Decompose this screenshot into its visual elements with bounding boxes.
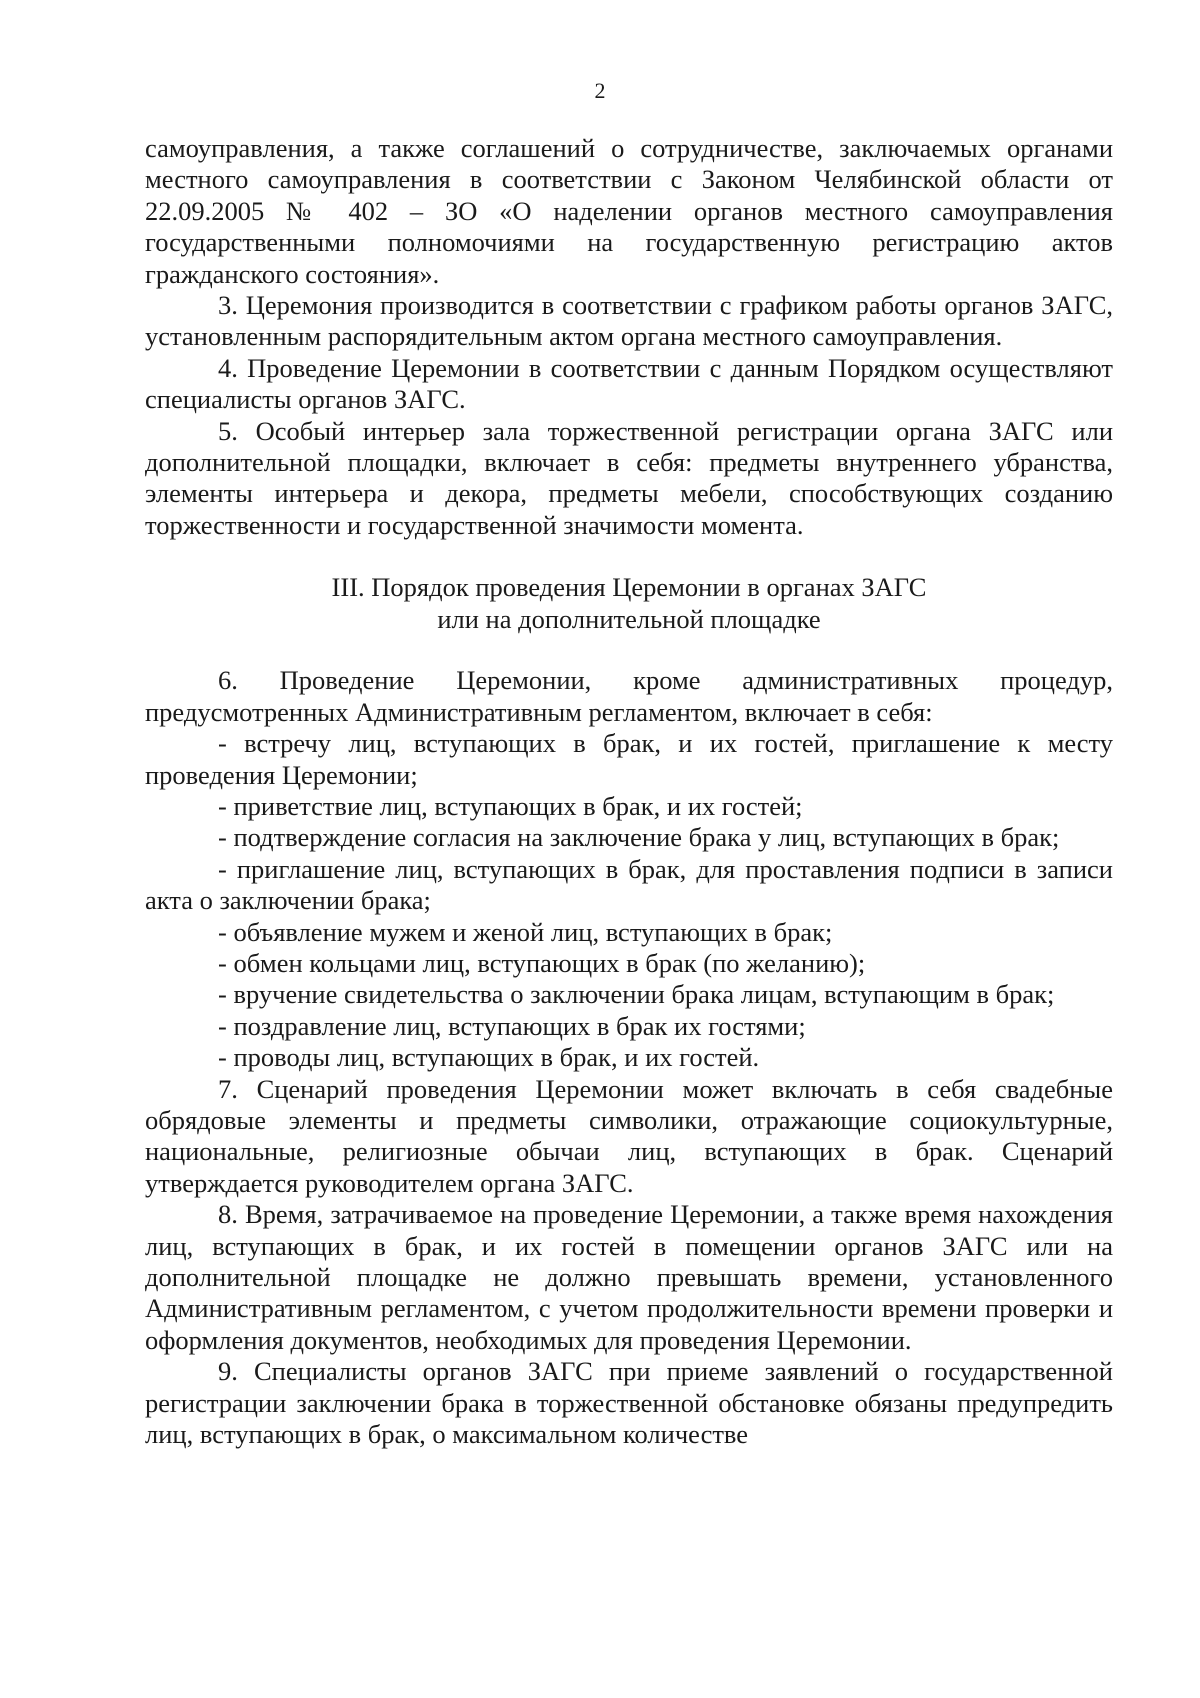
spacer	[145, 635, 1113, 665]
paragraph-7: 7. Сценарий проведения Церемонии может включать в себя свадебные обрядовые элементы и предметы символики, отражающие социокультурные, национальные, религиозные обычаи лиц, вступающих в брак. Сценарий утверждается руководителем органа ЗАГС.	[145, 1073, 1113, 1198]
paragraph-8: 8. Время, затрачиваемое на проведение Церемонии, а также время нахождения лиц, вступающих в брак, и их гостей в помещении органов ЗАГС или на дополнительной площадке не должно превышать времени, установленного Административным регламентом, с учетом продолжительности времени проверки и оформления документов, необходимых для проведения Церемонии.	[145, 1199, 1113, 1355]
list-item: - обмен кольцами лиц, вступающих в брак (по желанию);	[218, 947, 866, 978]
document-body	[145, 133, 1113, 1450]
page-number: 2	[594, 78, 606, 103]
list-item: - объявление мужем и женой лиц, вступающих в брак;	[218, 916, 833, 947]
list-item: - поздравление лиц, вступающих в брак их гостями;	[218, 1010, 806, 1041]
paragraph-continuation: самоуправления, а также соглашений о сотрудничестве, заключаемых органами местного самоуправления в соответствии с Законом Челябинской области от 22.09.2005 № 402 – ЗО «О наделении органов местного самоуправления государственными полномочиями на государственную регистрацию актов гражданского состояния».	[145, 133, 1113, 289]
paragraph-9: 9. Специалисты органов ЗАГС при приеме заявлений о государственной регистрации заключении брака в торжественной обстановке обязаны предупредить лиц, вступающих в брак, о максимальном количестве	[145, 1356, 1113, 1450]
list-item: - приглашение лиц, вступающих в брак, для проставления подписи в записи акта о заключении брака;	[145, 853, 1113, 916]
list-item: - вручение свидетельства о заключении брака лицам, вступающим в брак;	[218, 979, 1055, 1010]
section-heading-line-2: или на дополнительной площадке	[437, 604, 821, 635]
paragraph-6: 6. Проведение Церемонии, кроме административных процедур, предусмотренных Административным регламентом, включает в себя:	[145, 665, 1113, 727]
paragraph-3: 3. Церемония производится в соответствии с графиком работы органов ЗАГС, установленным распорядительным актом органа местного самоуправления.	[145, 290, 1113, 352]
paragraph-4: 4. Проведение Церемонии в соответствии с данным Порядком осуществляют специалисты органов ЗАГС.	[145, 352, 1113, 415]
list-item: - подтверждение согласия на заключение брака у лиц, вступающих в брак;	[218, 822, 1060, 853]
paragraph-5: 5. Особый интерьер зала торжественной регистрации органа ЗАГС или дополнительной площадки, включает в себя: предметы внутреннего убранства, элементы интерьера и декора, предметы мебели, способствующих созданию торжественности и государственной значимости момента.	[145, 415, 1113, 540]
section-heading-line-1: III. Порядок проведения Церемонии в органах ЗАГС	[331, 572, 927, 603]
list-item: - проводы лиц, вступающих в брак, и их гостей.	[218, 1042, 760, 1073]
list-item: - приветствие лиц, вступающих в брак, и их гостей;	[218, 790, 803, 821]
list-item: - встречу лиц, вступающих в брак, и их гостей, приглашение к месту проведения Церемонии;	[145, 728, 1113, 790]
section-heading	[145, 571, 1113, 635]
